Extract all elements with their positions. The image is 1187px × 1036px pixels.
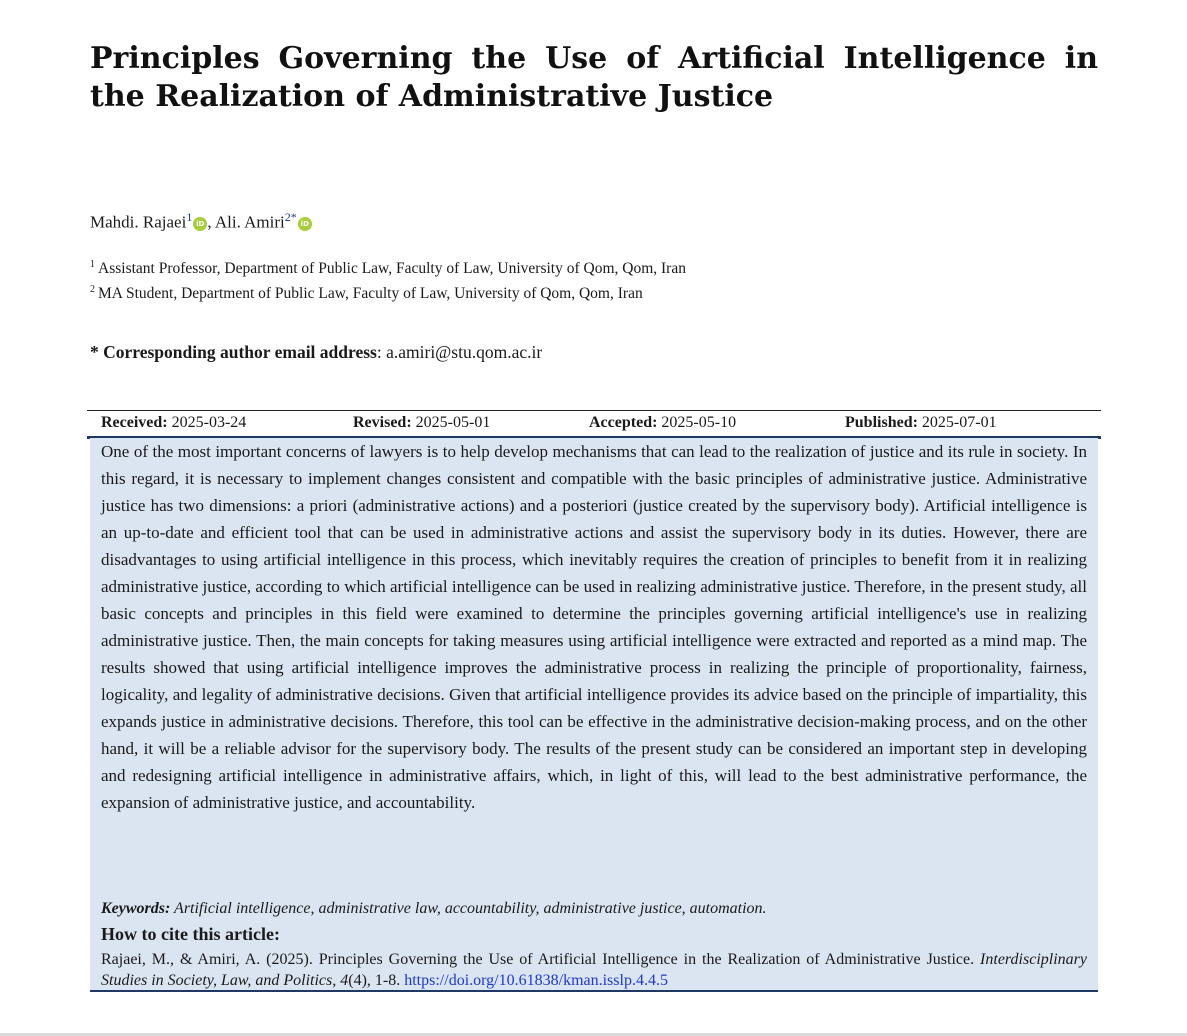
affiliation-marker: 1 [90, 259, 95, 270]
citation-issue: (4), 1-8. [348, 972, 405, 989]
corresponding-email[interactable]: a.amiri@stu.qom.ac.ir [386, 342, 543, 362]
affiliation-text: Assistant Professor, Department of Public Law, Faculty of Law, University of Qom, Qom, Iran [98, 260, 686, 278]
doi-link[interactable]: https://doi.org/10.61838/kman.isslp.4.4.5 [404, 972, 668, 989]
revised-date [353, 413, 490, 433]
revised-value: 2025-05-01 [415, 414, 491, 431]
corresponding-label: * Corresponding author email address [90, 342, 377, 362]
abstract-text: One of the most important concerns of lawyers is to help develop mechanisms that can lead to the realization of justice and its rule in society. In this regard, it is necessary to implement changes consistent and compatible with the basic principles of administrative justice. Administrative justice has two dimensions: a priori (administrative actions) and a posteriori (justice created by the supervisory body). Artificial intelligence is an up-to-date and efficient tool that can be used in administrative actions and assist the supervisory body in its duties. However, there are disadvantages to using artificial intelligence in this process, which inevitably requires the creation of principles to benefit from it in realizing administrative justice, according to which artificial intelligence can be used in realizing administrative justice. Therefore, in the present study, all basic concepts and principles in this field were examined to determine the principles governing artificial intelligence's use in realizing administrative justice. Then, the main concepts for taking measures using artificial intelligence were extracted and reported as a mind map. The results showed that using artificial intelligence improves the administrative process in realizing the principle of proportionality, fairness, logicality, and legality of administrative decisions. Given that artificial intelligence provides its advice based on the principle of impartiality, this expands justice in administrative decisions. Therefore, this tool can be effective in the administrative decision-making process, and on the other hand, it will be a reliable advisor for the supervisory body. The results of the present study can be considered an important step in developing and redesigning artificial intelligence in administrative affairs, which, in light of this, will lead to the best administrative performance, the expansion of administrative justice, and accountability. [101, 442, 1087, 812]
author-name: Mahdi. Rajaei [90, 212, 187, 232]
author-affiliation-marker: 2* [284, 210, 297, 224]
affiliation-marker: 2 [90, 284, 95, 296]
abstract-box [90, 438, 1098, 992]
affiliation-text: MA Student, Department of Public Law, Faculty of Law, University of Qom, Qom, Iran [98, 285, 643, 303]
article-dates-bar [87, 410, 1101, 439]
corresponding-separator: : [376, 342, 387, 362]
article-title: Principles Governing the Use of Artificial Intelligence in the Realization of Administrative Justice [90, 41, 1098, 114]
author-name: Ali. Amiri [214, 212, 285, 232]
accepted-label: Accepted: [589, 414, 658, 431]
cite-heading: How to cite this article: [101, 924, 280, 944]
published-date [845, 413, 997, 433]
keywords-label: Keywords: [101, 900, 171, 917]
revised-label: Revised: [353, 414, 412, 431]
corresponding-author [90, 340, 542, 364]
accepted-value: 2025-05-10 [661, 414, 737, 431]
published-label: Published: [845, 414, 918, 431]
orcid-icon[interactable]: iD [193, 217, 207, 231]
received-label: Received: [101, 414, 168, 431]
accepted-date [589, 413, 736, 433]
received-value: 2025-03-24 [171, 414, 247, 431]
author-list [90, 205, 312, 235]
affiliation-item [90, 254, 686, 279]
author-separator: , [207, 212, 215, 232]
keywords-text: Artificial intelligence, administrative law, accountability, administrative justice, automation. [170, 900, 767, 917]
keywords [101, 898, 1087, 920]
published-value: 2025-07-01 [921, 414, 997, 431]
citation [101, 949, 1087, 991]
received-date [101, 413, 246, 433]
orcid-icon[interactable]: iD [298, 217, 312, 231]
author-affiliation-marker: 1 [186, 210, 193, 224]
citation-journal: Interdisciplinary Studies in Society, Law, and Politics, 4 [101, 951, 1087, 989]
citation-text: Rajaei, M., & Amiri, A. (2025). Principles Governing the Use of Artificial Intelligence in the Realization of Administrative Justice. [101, 951, 981, 968]
affiliations [90, 254, 686, 304]
affiliation-item [90, 279, 686, 304]
